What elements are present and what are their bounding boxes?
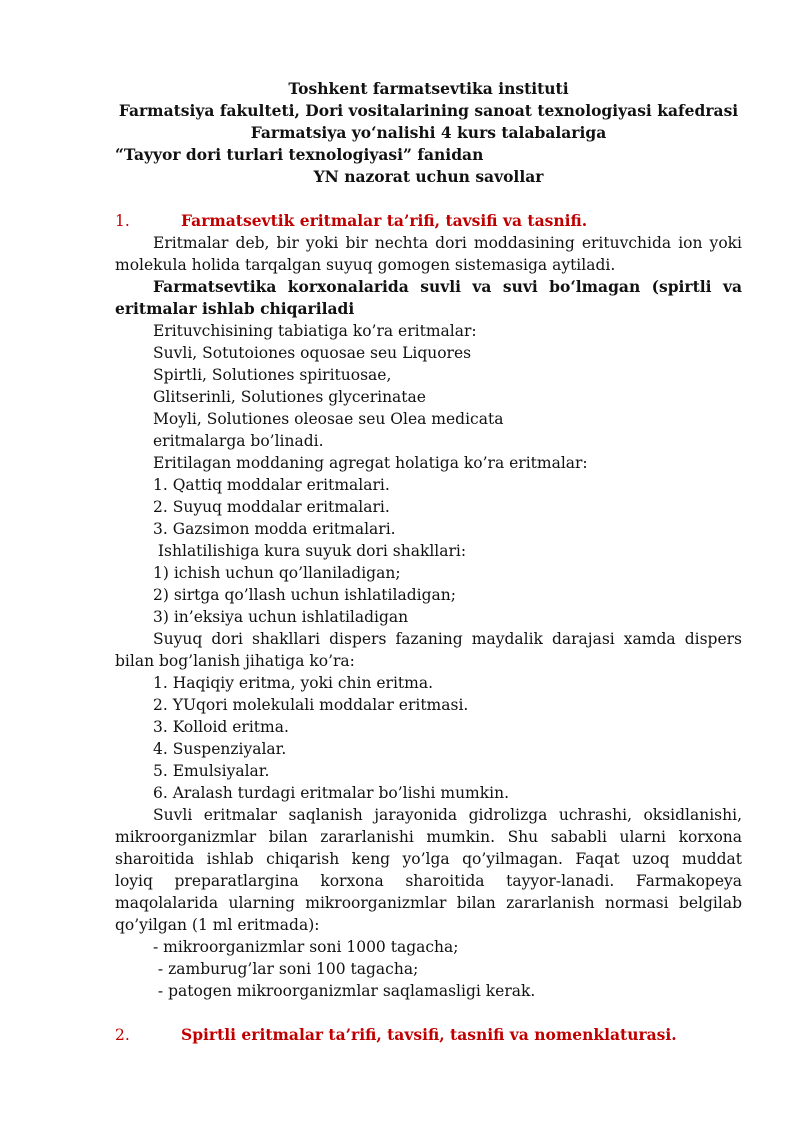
production-bold-line-2: eritmalar ishlab chiqariladi bbox=[115, 299, 355, 318]
list-item: eritmalarga bo’linadi. bbox=[153, 432, 324, 450]
list-item: 1. Qattiq moddalar eritmalari. bbox=[153, 476, 390, 494]
list-item: 4. Suspenziyalar. bbox=[153, 740, 287, 758]
bullet-item: - zamburug’lar soni 100 tagacha; bbox=[153, 960, 419, 978]
bullet-item: - mikroorganizmlar soni 1000 tagacha; bbox=[153, 938, 459, 956]
header-control: YN nazorat uchun savollar bbox=[313, 167, 544, 186]
header-faculty: Farmatsiya fakulteti, Dori vositalarining sanoat texnologiyasi kafedrasi bbox=[118, 101, 739, 120]
header-subject: “Tayyor dori turlari texnologiyasi” fanidan bbox=[115, 145, 484, 164]
section-1-heading bbox=[115, 210, 742, 232]
list-item: 6. Aralash turdagi eritmalar bo’lishi mumkin. bbox=[153, 784, 510, 802]
list-item: Moyli, Solutiones oleosae seu Olea medicata bbox=[153, 410, 504, 428]
list-item: 1. Haqiqiy eritma, yoki chin eritma. bbox=[153, 674, 434, 692]
list-item: 3. Kolloid eritma. bbox=[153, 718, 289, 736]
definition-line-1: Eritmalar deb, bir yoki bir nechta dori moddasining erituvchida ion yoki bbox=[153, 234, 742, 252]
section-1-title: Farmatsevtik eritmalar ta’rifi, tavsifi va tasnifi. bbox=[181, 211, 588, 230]
list-item: Glitserinli, Solutiones glycerinatae bbox=[153, 388, 426, 406]
list-item: Ishlatilishiga kura suyuk dori shakllari: bbox=[153, 542, 467, 560]
dispersion-line-2: bilan bog’lanish jihatiga ko’ra: bbox=[115, 652, 355, 670]
paragraph-line: qo’yilgan (1 ml eritmada): bbox=[115, 916, 320, 934]
definition-line-2: molekula holida tarqalgan suyuq gomogen sistemasiga aytiladi. bbox=[115, 256, 616, 274]
section-2-number: 2. bbox=[115, 1026, 130, 1044]
section-2-heading bbox=[115, 1024, 742, 1046]
paragraph-line: Suvli eritmalar saqlanish jarayonida gidrolizga uchrashi, oksidlanishi, bbox=[153, 806, 742, 824]
header-institute: Toshkent farmatsevtika instituti bbox=[288, 79, 569, 98]
bullet-item: - patogen mikroorganizmlar saqlamasligi kerak. bbox=[153, 982, 536, 1000]
paragraph-line: maqolalarida ularning mikroorganizmlar bilan zararlanish normasi belgilab bbox=[115, 894, 742, 912]
paragraph-line: sharoitida ishlab chiqarish keng yo’lga qo’yilmagan. Faqat uzoq muddat bbox=[115, 850, 742, 868]
section-2-title: Spirtli eritmalar ta’rifi, tavsifi, tasnifi va nomenklaturasi. bbox=[181, 1025, 677, 1044]
list-item: Suvli, Sotutoiones oquosae seu Liquores bbox=[153, 344, 472, 362]
header-course: Farmatsiya yo‘nalishi 4 kurs talabalariga bbox=[250, 123, 607, 142]
list-item: 2. Suyuq moddalar eritmalari. bbox=[153, 498, 390, 516]
paragraph-line: mikroorganizmlar bilan zararlanishi mumkin. Shu sababli ularni korxona bbox=[115, 828, 742, 846]
section-1-number: 1. bbox=[115, 212, 130, 230]
list-item: 2. YUqori molekulali moddalar eritmasi. bbox=[153, 696, 469, 714]
list-item: 1) ichish uchun qo’llaniladigan; bbox=[153, 564, 401, 582]
paragraph-line: loyiq preparatlargina korxona sharoitida tayyor-lanadi. Farmakopeya bbox=[115, 872, 742, 890]
list-item: 5. Emulsiyalar. bbox=[153, 762, 270, 780]
document-page bbox=[115, 78, 742, 1046]
list-item: Erituvchisining tabiatiga ko’ra eritmalar: bbox=[153, 322, 477, 340]
list-item: 2) sirtga qo’llash uchun ishlatiladigan; bbox=[153, 586, 456, 604]
list-item: 3) in’eksiya uchun ishlatiladigan bbox=[153, 608, 409, 626]
list-item: Eritilagan moddaning agregat holatiga ko’ra eritmalar: bbox=[153, 454, 588, 472]
dispersion-line-1: Suyuq dori shakllari dispers fazaning maydalik darajasi xamda dispers bbox=[153, 630, 742, 648]
list-item: Spirtli, Solutiones spirituosae, bbox=[153, 366, 392, 384]
production-bold-line-1: Farmatsevtika korxonalarida suvli va suvi bo‘lmagan (spirtli va bbox=[153, 277, 742, 296]
list-item: 3. Gazsimon modda eritmalari. bbox=[153, 520, 396, 538]
